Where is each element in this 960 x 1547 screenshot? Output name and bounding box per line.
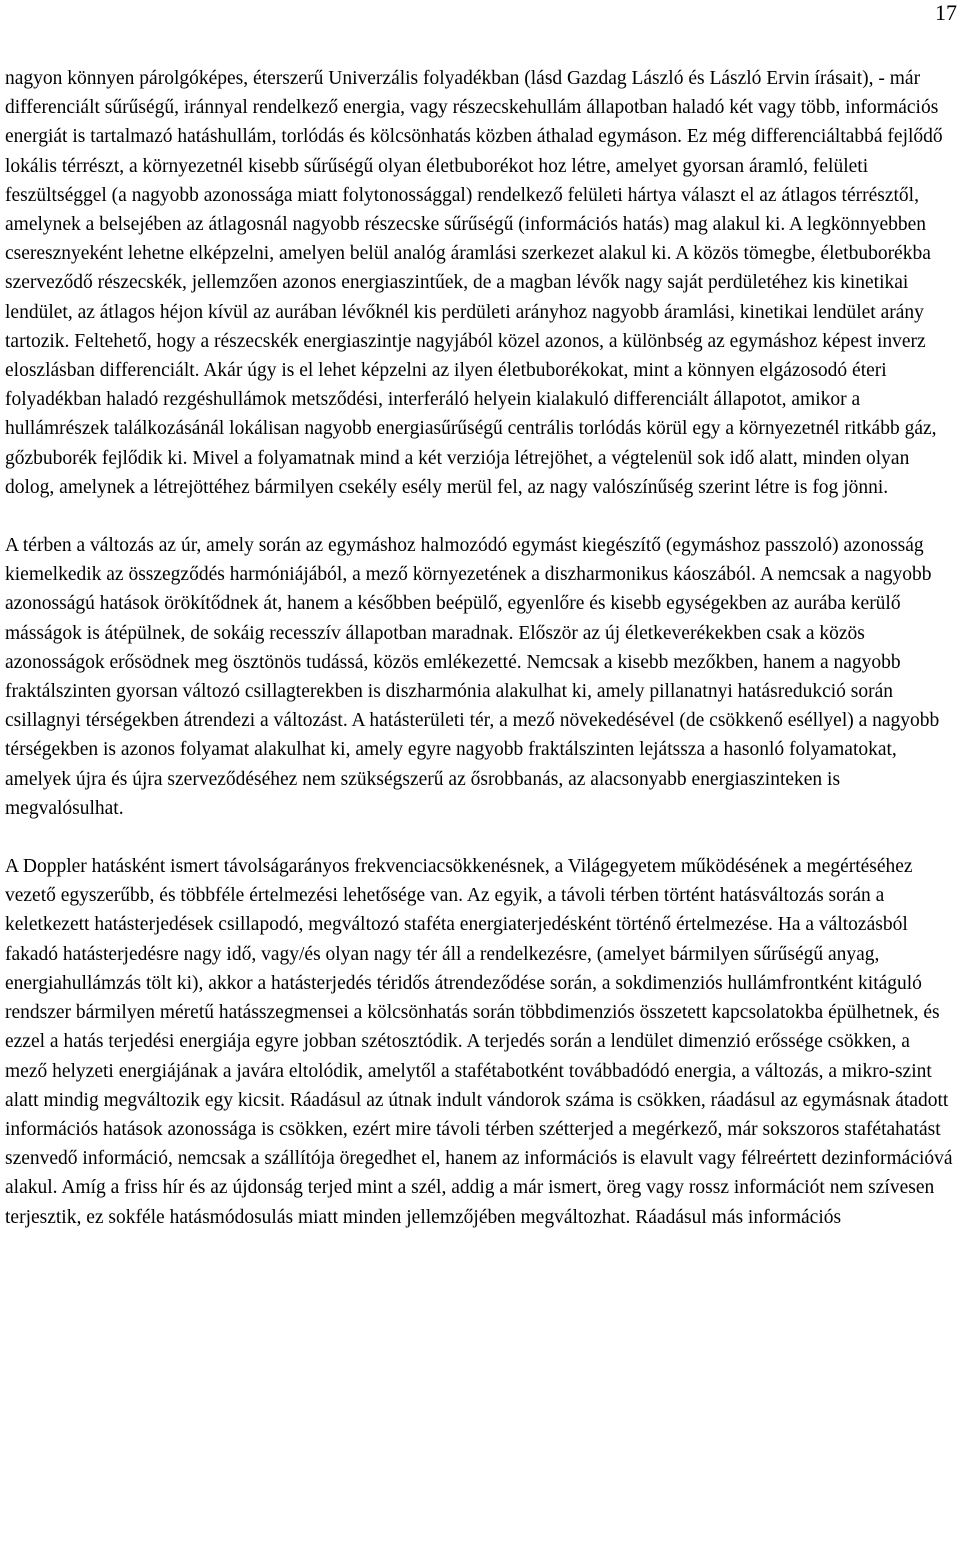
paragraph-1: nagyon könnyen párolgóképes, éterszerű Univerzális folyadékban (lásd Gazdag László és László Ervin írásait), - már differenciált sűrűségű, iránnyal rendelkező energia, vagy részecskehullám állapotban haladó két vagy több, információs energiát is tartalmazó hatáshullám, torlódás és kölcsönhatás közben áthalad egymáson. Ez még differenciáltabbá fejlődő lokális térrészt, a környezetnél kisebb sűrűségű olyan életbuborékot hoz létre, amelyet gyorsan áramló, felületi feszültséggel (a nagyobb azonossága miatt folytonossággal) rendelkező felületi hártya választ el az átlagos térrésztől, amelynek a belsejében az átlagosnál nagyobb részecske sűrűségű (információs hatás) mag alakul ki. A legkönnyebben cseresznyeként lehetne elképzelni, amelyen belül analóg áramlási szerkezet alakul ki. A közös tömegbe, életbuborékba szerveződő részecskék, jellemzően azonos energiaszintűek, de a magban lévők nagy saját perdületéhez kis kinetikai lendület, az átlagos héjon kívül az aurában lévőknél kis perdületi arányhoz nagyobb áramlási, kinetikai lendület arány tartozik. Feltehető, hogy a részecskék energiaszintje nagyjából közel azonos, a különbség az egymáshoz képest inverz eloszlásban differenciált. Akár úgy is el lehet képzelni az ilyen életbuborékokat, mint a könnyen elgázosodó éteri folyadékban haladó rezgéshullámok metsződési, interferáló helyein kialakuló differenciált állapotot, amikor a hullámrészek találkozásánál lokálisan nagyobb energiasűrűségű centrális torlódás körül egy a környezetnél ritkább gáz, gőzbuborék fejlődik ki. Mivel a folyamatnak mind a két verziója létrejöhet, a végtelenül sok idő alatt, minden olyan dolog, amelynek a létrejöttéhez bármilyen csekély esély merül fel, az nagy valószínűség szerint létre is fog jönni.	[5, 68, 943, 498]
page-number: 17	[935, 0, 957, 25]
paragraph-3: A Doppler hatásként ismert távolságarányos frekvenciacsökkenésnek, a Világegyetem működésének a megértéséhez vezető egyszerűbb, és többféle értelmezési lehetősége van. Az egyik, a távoli térben történt hatásváltozás során a keletkezett hatásterjedések csillapodó, megváltozó staféta energiaterjedésként történő értelmezése. Ha a változásból fakadó hatásterjedésre nagy idő, vagy/és olyan nagy tér áll a rendelkezésre, (amelyet bármilyen sűrűségű anyag, energiahullámzás tölt ki), akkor a hatásterjedés téridős átrendeződése során, a sokdimenziós hullámfrontként kitáguló rendszer bármilyen méretű hatásszegmensei a kölcsönhatás során többdimenziós összetett kapcsolatokba épülhetnek, és ezzel a hatás terjedési energiája egyre jobban szétosztódik. A terjedés során a lendület dimenzió erőssége csökken, a mező helyzeti energiájának a javára eltolódik, amelytől a stafétabotként továbbadódó energia, a változás, a mikro-szint alatt mindig megváltozik egy kicsit. Ráadásul az útnak indult vándorok száma is csökken, ráadásul az egymásnak átadott információs hatások azonossága is csökken, ezért mire távoli térben szétterjed a megérkező, már sokszoros stafétahatást szenvedő információ, nemcsak a szállítója öregedhet el, hanem az információs is elavult vagy félreértett dezinformációvá alakul. Amíg a friss hír és az újdonság terjed mint a szél, addig a már ismert, öreg vagy rossz információt nem szívesen terjesztik, ez sokféle hatásmódosulás miatt minden jellemzőjében megváltozhat. Ráadásul más információs	[5, 856, 953, 1228]
document-body	[5, 64, 957, 1232]
paragraph-gap	[5, 502, 957, 531]
paragraph-2: A térben a változás az úr, amely során az egymáshoz halmozódó egymást kiegészítő (egymáshoz passzoló) azonosság kiemelkedik az összegződés harmóniájából, a mező környezetének a diszharmonikus káoszából. A nemcsak a nagyobb azonosságú hatások örökítődnek át, hanem a későbben beépülő, egyenlőre és kisebb egységekben az aurába kerülő másságok is átépülnek, de sokáig recesszív állapotban maradnak. Először az új életkeverékekben csak a közös azonosságok erősödnek meg ösztönös tudássá, közös emlékezetté. Nemcsak a kisebb mezőkben, hanem a nagyobb fraktálszinten gyorsan változó csillagterekben is diszharmónia alakulhat ki, amely pillanatnyi hatásredukció során csillagnyi térségekben átrendezi a változást. A hatásterületi tér, a mező növekedésével (de csökkenő eséllyel) a nagyobb térségekben is azonos folyamat alakulhat ki, amely egyre nagyobb fraktálszinten lejátssza a hasonló folyamatokat, amelyek újra és újra szerveződéséhez nem szükségszerű az ősrobbanás, az alacsonyabb energiaszinteken is megvalósulhat.	[5, 535, 940, 819]
paragraph-gap	[5, 823, 957, 852]
